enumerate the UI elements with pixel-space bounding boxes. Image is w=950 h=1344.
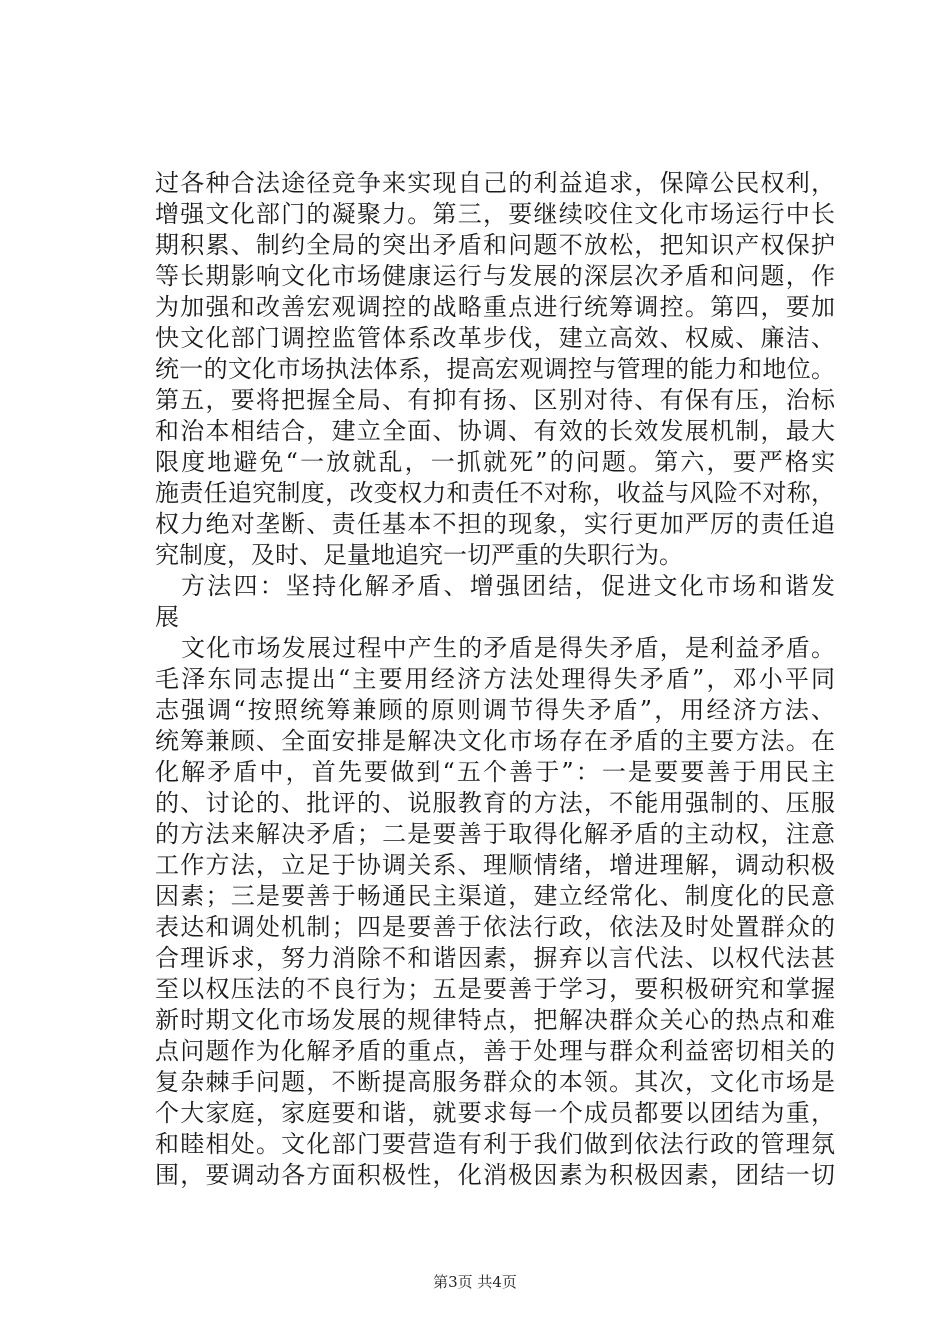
text-line: 施责任追究制度，改变权力和责任不对称，收益与风险不对称，	[155, 479, 835, 507]
text-line: 期积累、制约全局的突出矛盾和问题不放松，把知识产权保护	[155, 231, 835, 259]
text-line: 合理诉求，努力消除不和谐因素，摒弃以言代法、以权代法甚	[155, 944, 835, 972]
text-line: 快文化部门调控监管体系改革步伐，建立高效、权威、廉洁、	[155, 324, 835, 352]
text-line: 毛泽东同志提出“主要用经济方法处理得失矛盾”，邓小平同	[155, 665, 835, 693]
text-line: 权力绝对垄断、责任基本不担的现象，实行更加严厉的责任追	[155, 510, 835, 538]
text-line: 表达和调处机制；四是要善于依法行政，依法及时处置群众的	[155, 913, 835, 941]
section-heading-line: 展	[155, 603, 179, 631]
text-line: 复杂棘手问题，不断提高服务群众的本领。其次，文化市场是	[155, 1068, 835, 1096]
text-line: 因素；三是要善于畅通民主渠道，建立经常化、制度化的民意	[155, 882, 835, 910]
text-line: 究制度，及时、足量地追究一切严重的失职行为。	[155, 541, 683, 569]
text-line: 至以权压法的不良行为；五是要善于学习，要积极研究和掌握	[155, 975, 835, 1003]
text-line: 文化市场发展过程中产生的矛盾是得失矛盾，是利益矛盾。	[181, 634, 835, 662]
text-line: 志强调“按照统筹兼顾的原则调节得失矛盾”，用经济方法、	[155, 696, 835, 724]
text-line: 点问题作为化解矛盾的重点，善于处理与群众利益密切相关的	[155, 1037, 835, 1065]
text-line: 第五，要将把握全局、有抑有扬、区别对待、有保有压，治标	[155, 386, 835, 414]
body-text	[155, 168, 835, 1191]
text-line: 工作方法，立足于协调关系、理顺情绪，增进理解，调动积极	[155, 851, 835, 879]
text-line: 过各种合法途径竞争来实现自己的利益追求，保障公民权利，	[155, 169, 835, 197]
text-line: 的、讨论的、批评的、说服教育的方法，不能用强制的、压服	[155, 789, 835, 817]
text-line: 化解矛盾中，首先要做到“五个善于”：一是要要善于用民主	[155, 758, 835, 786]
text-line: 的方法来解决矛盾；二是要善于取得化解矛盾的主动权，注意	[155, 820, 835, 848]
text-line: 限度地避免“一放就乱，一抓就死”的问题。第六，要严格实	[155, 448, 835, 476]
text-line: 等长期影响文化市场健康运行与发展的深层次矛盾和问题，作	[155, 262, 835, 290]
text-line: 个大家庭，家庭要和谐，就要求每一个成员都要以团结为重，	[155, 1099, 835, 1127]
page-number: 第3页 共4页	[433, 1273, 517, 1291]
section-heading-line: 方法四：坚持化解矛盾、增强团结，促进文化市场和谐发	[181, 572, 835, 600]
text-line: 增强文化部门的凝聚力。第三，要继续咬住文化市场运行中长	[155, 200, 835, 228]
text-line: 为加强和改善宏观调控的战略重点进行统筹调控。第四，要加	[155, 293, 835, 321]
text-line: 和治本相结合，建立全面、协调、有效的长效发展机制，最大	[155, 417, 835, 445]
text-line: 统一的文化市场执法体系，提高宏观调控与管理的能力和地位。	[155, 355, 835, 383]
text-line: 围，要调动各方面积极性，化消极因素为积极因素，团结一切	[155, 1161, 835, 1189]
text-line: 和睦相处。文化部门要营造有利于我们做到依法行政的管理氛	[155, 1130, 835, 1158]
text-line: 新时期文化市场发展的规律特点，把解决群众关心的热点和难	[155, 1006, 835, 1034]
text-line: 统筹兼顾、全面安排是解决文化市场存在矛盾的主要方法。在	[155, 727, 835, 755]
